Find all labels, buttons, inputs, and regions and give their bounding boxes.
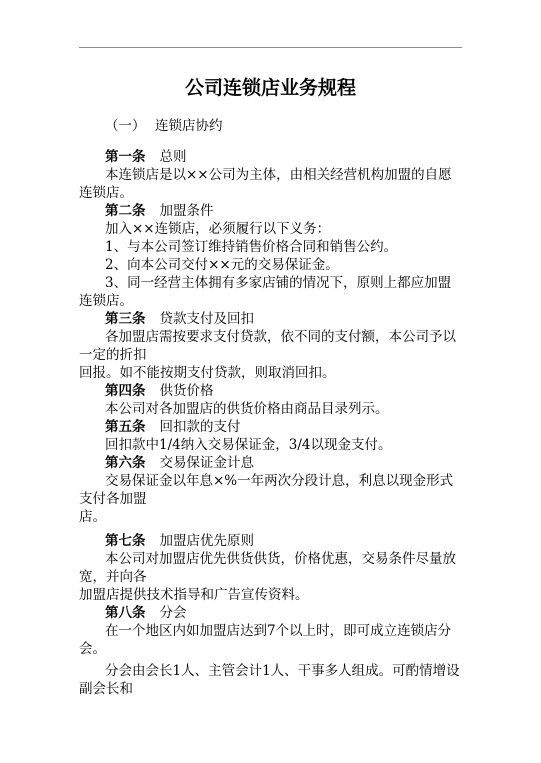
article-name: 供货价格 [159, 383, 214, 399]
document-title: 公司连锁店业务规程 [184, 77, 356, 99]
article-name: 交易保证金计息 [159, 455, 254, 471]
body-line: 交易保证金以年息×%一年两次分段计息，利息以现金形式 [105, 473, 454, 489]
section-label: 连锁店协约 [155, 118, 223, 134]
article-number: 第八条 [105, 605, 146, 621]
article-number: 第一条 [105, 149, 146, 165]
article-heading [79, 310, 462, 328]
section-heading [105, 114, 223, 134]
body-line: 加盟店提供技术指导和广告宣传资料。 [79, 587, 309, 603]
body-line: 在一个地区内如加盟店达到7个以上时，即可成立连锁店分 [105, 623, 452, 639]
body-line: 店。 [79, 509, 106, 525]
article-number: 第二条 [105, 203, 146, 219]
article-number: 第七条 [105, 533, 146, 549]
body-line: 副会长和 [79, 681, 133, 697]
article-number: 第五条 [105, 419, 146, 435]
body-line: 连锁店。 [79, 185, 133, 201]
document-body [79, 148, 462, 698]
article-number: 第三条 [105, 311, 146, 327]
section-number: （一） [105, 118, 146, 134]
body-line: 本公司对加盟店优先供货供货，价格优惠，交易条件尽量放 [105, 551, 456, 567]
body-line: 2、向本公司交付××元的交易保证金。 [105, 257, 339, 273]
article-heading [79, 148, 462, 166]
body-line: 会。 [79, 641, 106, 657]
body-line: 1、与本公司签订维持销售价格合同和销售公约。 [105, 239, 398, 255]
body-line: 加入××连锁店，必须履行以下义务： [105, 221, 331, 237]
article-heading [79, 202, 462, 220]
article-name: 分会 [159, 605, 187, 621]
article-name: 加盟店优先原则 [159, 533, 254, 549]
article-heading [79, 532, 462, 550]
body-line: 本公司对各加盟店的供货价格由商品目录列示。 [105, 401, 389, 417]
body-line: 连锁店。 [79, 293, 133, 309]
body-line: 回扣款中1/4纳入交易保证金，3/4以现金支付。 [105, 437, 392, 453]
article-number: 第四条 [105, 383, 146, 399]
header-rule [79, 47, 462, 48]
body-line: 支付各加盟 [79, 491, 147, 507]
article-name: 总则 [159, 149, 187, 165]
article-heading [79, 604, 462, 622]
body-line: 分会由会长1人、主管会计1人、干事多人组成。可酌情增设 [105, 663, 460, 679]
article-number: 第六条 [105, 455, 146, 471]
article-name: 加盟条件 [159, 203, 214, 219]
body-line: 各加盟店需按要求支付贷款，依不同的支付额，本公司予以 [105, 329, 456, 345]
article-heading [79, 418, 462, 436]
body-line: 回报。如不能按期支付贷款，则取消回扣。 [79, 365, 336, 381]
body-line: 一定的折扣 [79, 347, 147, 363]
article-heading [79, 454, 462, 472]
article-name: 贷款支付及回扣 [159, 311, 254, 327]
body-line: 3、同一经营主体拥有多家店铺的情况下，原则上都应加盟 [105, 275, 452, 291]
body-line: 宽，并向各 [79, 569, 147, 585]
body-line: 本连锁店是以××公司为主体，由相关经营机构加盟的自愿 [105, 167, 452, 183]
article-name: 回扣款的支付 [159, 419, 241, 435]
article-heading [79, 382, 462, 400]
